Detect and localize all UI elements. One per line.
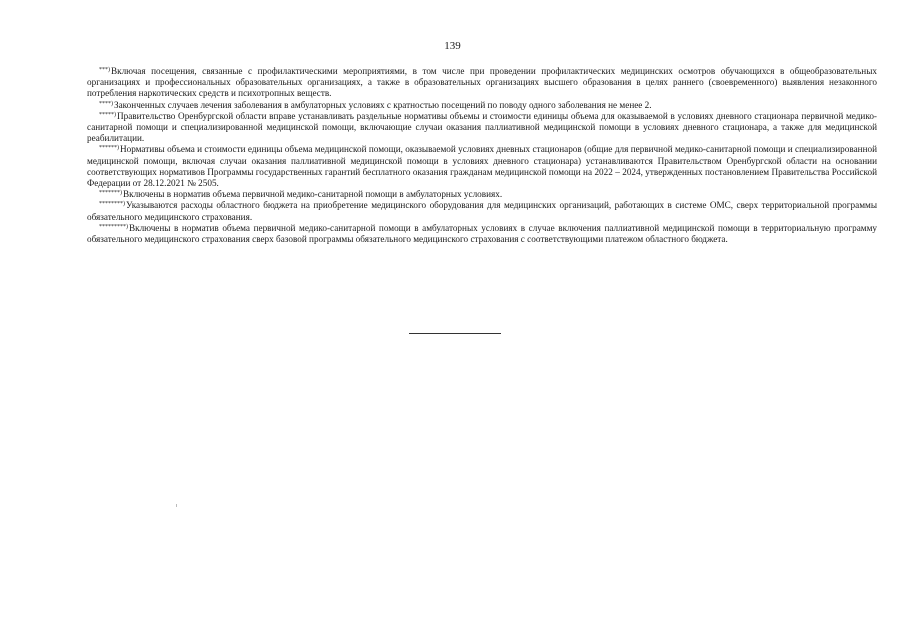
footnote-2 xyxy=(87,100,877,111)
footnote-marker: ***) xyxy=(99,67,110,73)
end-divider-line xyxy=(409,333,501,334)
footnote-marker: *****) xyxy=(99,111,116,118)
footnote-text: Нормативы объема и стоимости единицы объема медицинской помощи, оказываемой условиях дневных стационаров (общие для первичной медико-санитарной помощи и специализированной медицинской помощи, включая случаи оказания паллиативной медицинской помощи в условиях дневного стационара) устанавливаются Правительством Оренбургской области на основании соответствующих нормативов Программы государственных гарантий бесплатного оказания гражданам медицинской помощи на 2022 – 2024, утвержденных постановлением Правительства Российской Федерации от 28.12.2021 № 2505. xyxy=(87,144,877,189)
footnotes xyxy=(87,66,877,245)
footnote-4 xyxy=(87,144,877,189)
footnote-3 xyxy=(87,111,877,145)
footnote-text: Включая посещения, связанные с профилактическими мероприятиями, в том числе при проведении профилактических медицинских осмотров обучающихся в общеобразовательных организациях и профессиональных образовательных организациях, а также в образовательных организациях высшего образования в целях раннего (своевременного) выявления незаконного потребления наркотических средств и психотропных веществ. xyxy=(87,66,877,99)
footnote-marker: ******) xyxy=(99,145,119,152)
footnote-text: Включены в норматив объема первичной медико-санитарной помощи в амбулаторных условиях. xyxy=(123,189,503,200)
footnote-marker: *******) xyxy=(99,190,122,197)
footnote-text: Включены в норматив объема первичной медико-санитарной помощи в амбулаторных условиях в случае включения паллиативной медицинской помощи в территориальную программу обязательного медицинского страхования сверх базовой программы обязательного медицинского страхования с соответствующими платежом областного бюджета. xyxy=(87,222,877,245)
footnote-marker: ****) xyxy=(99,100,113,107)
footnote-5 xyxy=(87,189,877,200)
page-number: 139 xyxy=(444,40,461,52)
footnote-marker: *********) xyxy=(99,223,128,230)
footnote-marker: ********) xyxy=(99,201,125,208)
footnote-text: Указываются расходы областного бюджета на приобретение медицинского оборудования для медицинских организаций, работающих в системе ОМС, сверх территориальной программы обязательного медицинского страхования. xyxy=(87,200,877,222)
footnote-1 xyxy=(87,66,877,100)
footnote-text: Правительство Оренбургской области вправе устанавливать раздельные нормативы объемы и стоимости единицы объема для оказываемой в условиях дневного стационара первичной медико-санитарной помощи и специализированной медицинской помощи, включающие случаи оказания паллиативной медицинской помощи в условиях дневного стационара, а также для медицинской реабилитации. xyxy=(87,110,877,144)
footnote-text: Законченных случаев лечения заболевания в амбулаторных условиях с кратностью посещений по поводу одного заболевания не менее 2. xyxy=(114,99,652,110)
footnote-7 xyxy=(87,223,877,245)
scan-speck xyxy=(176,504,177,507)
footnote-6 xyxy=(87,200,877,222)
